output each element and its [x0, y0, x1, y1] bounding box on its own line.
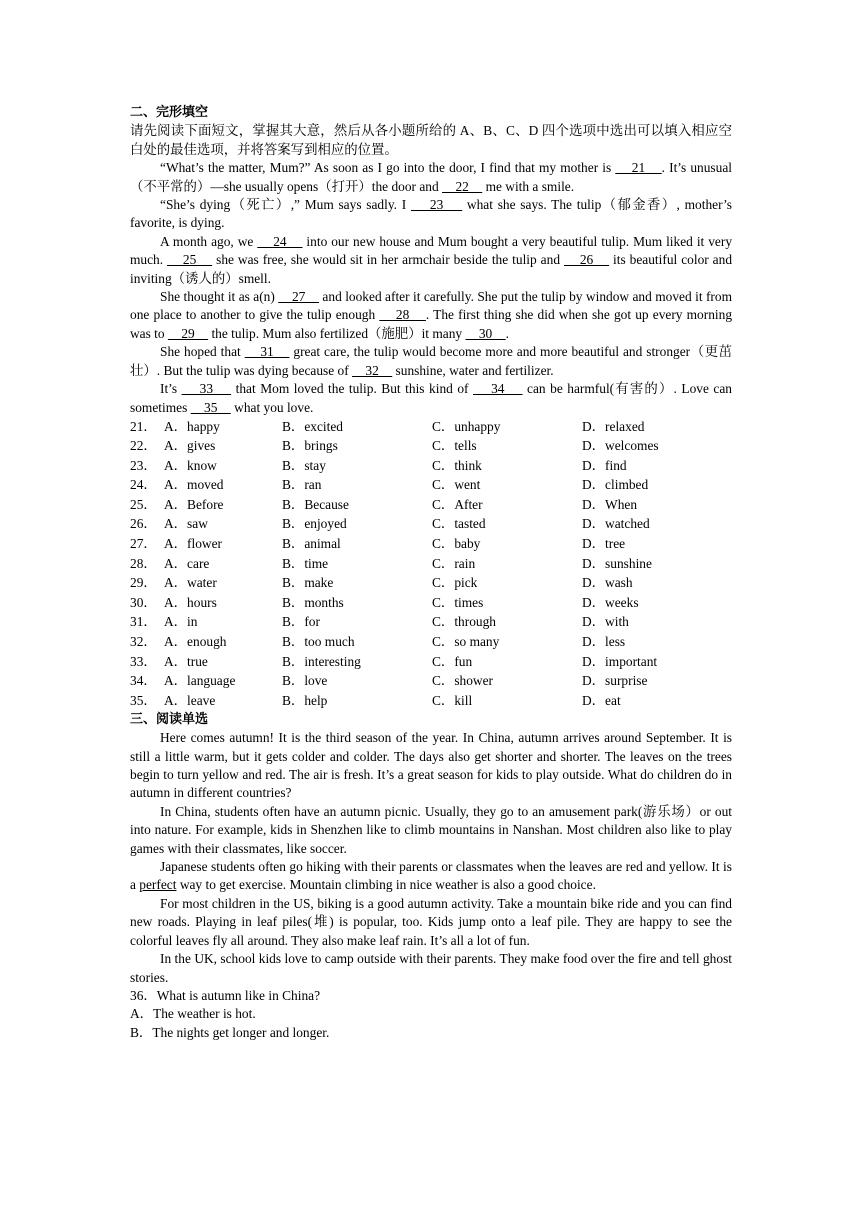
option-d: D．welcomes: [582, 438, 659, 454]
option-c: C．tasted: [432, 516, 486, 532]
blank-30: 30: [465, 325, 506, 341]
blank-24: 24: [257, 233, 303, 249]
blank-35: 35: [190, 399, 231, 415]
option-d: D．sunshine: [582, 555, 652, 571]
option-b: B．Because: [282, 496, 349, 512]
option-c: C．went: [432, 477, 481, 493]
blank-31: 31: [244, 344, 290, 360]
option-row-33: [130, 652, 732, 672]
option-c: C．through: [432, 614, 496, 630]
blank-33: 33: [181, 381, 232, 397]
question-36: 36．What is autumn like in China?: [130, 987, 321, 1003]
option-d: D．watched: [582, 516, 650, 532]
option-a: A．moved: [164, 477, 224, 493]
question-number: 34．: [130, 673, 157, 689]
option-a: A．language: [164, 673, 236, 689]
option-d: D．wash: [582, 575, 633, 591]
underlined-word-perfect: perfect: [139, 877, 177, 893]
question-number: 21．: [130, 418, 157, 434]
blank-22: 22: [442, 178, 483, 194]
option-b: B．too much: [282, 634, 355, 650]
option-c: C．pick: [432, 575, 478, 591]
option-c: C．unhappy: [432, 418, 501, 434]
option-d: D．relaxed: [582, 418, 645, 434]
option-d: D．important: [582, 653, 658, 669]
option-a: A．leave: [164, 692, 216, 708]
option-b: B．stay: [282, 457, 326, 473]
option-b: B．animal: [282, 536, 341, 552]
reading-paragraph-1: Here comes autumn! It is the third season of the year. In China, autumn arrives around September. It is still a little warm, but it gets colder and colder. The days also get shorter and shorter. The leaves on the trees begin to turn yellow and red. The air is fresh. It’s a great season for kids to play outside. What do children do in autumn in different countries?: [130, 730, 732, 801]
option-b: B．for: [282, 614, 320, 630]
option-row-34: [130, 672, 732, 692]
option-row-23: [130, 456, 732, 476]
option-a: A．water: [164, 575, 217, 591]
question-number: 33．: [130, 653, 157, 669]
option-b: B．time: [282, 555, 329, 571]
option-a: A．enough: [164, 634, 227, 650]
option-b: B．excited: [282, 418, 343, 434]
option-b: B．make: [282, 575, 334, 591]
option-row-30: [130, 593, 732, 613]
blank-32: 32: [352, 362, 393, 378]
option-row-22: [130, 437, 732, 457]
question-number: 32．: [130, 634, 157, 650]
option-a: A．flower: [164, 536, 223, 552]
passage-paragraph-1: “What’s the matter, Mum?” As soon as I go into the door, I find that my mother is 21 . It’s unusual（不平常的）—she usually opens（打开）the door and 22 me with a smile.: [130, 160, 733, 194]
blank-23: 23: [410, 197, 463, 213]
question-36-option-a: A．The weather is hot.: [130, 1006, 256, 1022]
passage-paragraph-4: She thought it as a(n) 27 and looked after it carefully. She put the tulip by window and moved it from one place to another to give the tulip enough 28 . The first thing she did when she got up every morning was to 29 the tulip. Mum also fertilized（施肥）it many 30 .: [130, 289, 733, 341]
option-d: D．eat: [582, 692, 621, 708]
option-d: D．find: [582, 457, 627, 473]
option-row-25: [130, 495, 732, 515]
option-d: D．weeks: [582, 594, 639, 610]
blank-28: 28: [379, 307, 426, 323]
question-number: 26．: [130, 516, 157, 532]
option-b: B．brings: [282, 438, 338, 454]
option-a: A．Before: [164, 496, 224, 512]
question-number: 31．: [130, 614, 157, 630]
blank-27: 27: [278, 289, 320, 305]
option-a: A．in: [164, 614, 198, 630]
option-a: A．saw: [164, 516, 208, 532]
question-number: 30．: [130, 594, 157, 610]
option-b: B．enjoyed: [282, 516, 347, 532]
option-c: C．times: [432, 594, 484, 610]
option-c: C．so many: [432, 634, 500, 650]
passage-paragraph-6: It’s 33 that Mom loved the tulip. But this kind of 34 can be harmful(有害的）. Love can sometimes 35 what you love.: [130, 381, 732, 415]
option-c: C．rain: [432, 555, 476, 571]
reading-paragraph-3: Japanese students often go hiking with their parents or classmates when the leaves are red and yellow. It is a perfect way to get exercise. Mountain climbing in nice weather is also a good choice.: [130, 859, 732, 893]
option-row-32: [130, 632, 732, 652]
option-d: D．tree: [582, 536, 626, 552]
question-number: 24．: [130, 477, 157, 493]
option-a: A．hours: [164, 594, 217, 610]
blank-25: 25: [167, 252, 213, 268]
passage-paragraph-5: She hoped that 31 great care, the tulip would become more and more beautiful and stronger（更茁壮）. But the tulip was dying because of 32 sunshine, water and fertilizer.: [130, 344, 733, 378]
option-c: C．tells: [432, 438, 477, 454]
blank-21: 21: [615, 160, 662, 176]
option-c: C．After: [432, 496, 483, 512]
option-a: A．happy: [164, 418, 220, 434]
blank-29: 29: [167, 325, 209, 341]
option-d: D．less: [582, 634, 626, 650]
option-c: C．think: [432, 457, 482, 473]
question-number: 27．: [130, 536, 157, 552]
option-c: C．fun: [432, 653, 473, 669]
passage-paragraph-2: “She’s dying（死亡）,” Mum says sadly. I 23 what she says. The tulip（郁金香）, mother’s favorite, is dying.: [130, 197, 732, 231]
question-36-option-b: B．The nights get longer and longer.: [130, 1024, 330, 1040]
question-number: 22．: [130, 438, 157, 454]
option-row-24: [130, 476, 732, 496]
cloze-instructions: 请先阅读下面短文，掌握其大意，然后从各小题所给的 A、B、C、D 四个选项中选出可以填入相应空白处的最佳选项，并将答案写到相应的位置。: [130, 123, 732, 157]
option-d: D．surprise: [582, 673, 648, 689]
reading-paragraph-4: For most children in the US, biking is a good autumn activity. Take a mountain bike ride and you can find new roads. Playing in leaf piles(堆) is popular, too. Kids jump onto a leaf pile. They are happy to see the colorful leaves fly all around. They also make leaf rain. It’s all a lot of fun.: [130, 895, 732, 948]
option-row-35: [130, 691, 732, 711]
option-b: B．love: [282, 673, 328, 689]
option-b: B．interesting: [282, 653, 361, 669]
option-row-27: [130, 534, 732, 554]
passage-paragraph-3: A month ago, we 24 into our new house and Mum bought a very beautiful tulip. Mum liked it very much. 25 she was free, she would sit in her armchair beside the tulip and 26 its beautiful color and inviting（诱人的）smell.: [130, 233, 733, 286]
option-d: D．with: [582, 614, 629, 630]
option-row-21: [130, 417, 732, 437]
option-c: C．baby: [432, 536, 481, 552]
option-b: B．months: [282, 594, 344, 610]
option-a: A．know: [164, 457, 217, 473]
option-row-28: [130, 554, 732, 574]
question-number: 35．: [130, 692, 157, 708]
option-d: D．climbed: [582, 477, 649, 493]
option-row-31: [130, 613, 732, 633]
section-title-cloze: 二、完形填空: [130, 105, 209, 120]
question-number: 29．: [130, 575, 157, 591]
reading-paragraph-5: In the UK, school kids love to camp outside with their parents. They make food over the fire and tell ghost stories.: [130, 951, 732, 985]
option-row-29: [130, 574, 732, 594]
option-c: C．shower: [432, 673, 493, 689]
option-b: B．ran: [282, 477, 322, 493]
question-number: 23．: [130, 457, 157, 473]
section-title-reading: 三、阅读单选: [130, 711, 209, 727]
cloze-options-list: [130, 417, 732, 711]
question-number: 28．: [130, 555, 157, 571]
option-a: A．care: [164, 555, 210, 571]
question-number: 25．: [130, 496, 157, 512]
exam-page: [130, 104, 732, 1042]
blank-34: 34: [473, 381, 523, 397]
reading-paragraph-2: In China, students often have an autumn picnic. Usually, they go to an amusement park(游乐场）or out into nature. For example, kids in Shenzhen like to climb mountains in Nanshan. Most children also like to play games with their classmates, like soccer.: [130, 803, 732, 856]
option-a: A．gives: [164, 438, 216, 454]
option-row-26: [130, 515, 732, 535]
blank-26: 26: [563, 252, 610, 268]
option-c: C．kill: [432, 692, 473, 708]
option-d: D．When: [582, 496, 638, 512]
option-b: B．help: [282, 692, 328, 708]
option-a: A．true: [164, 653, 208, 669]
